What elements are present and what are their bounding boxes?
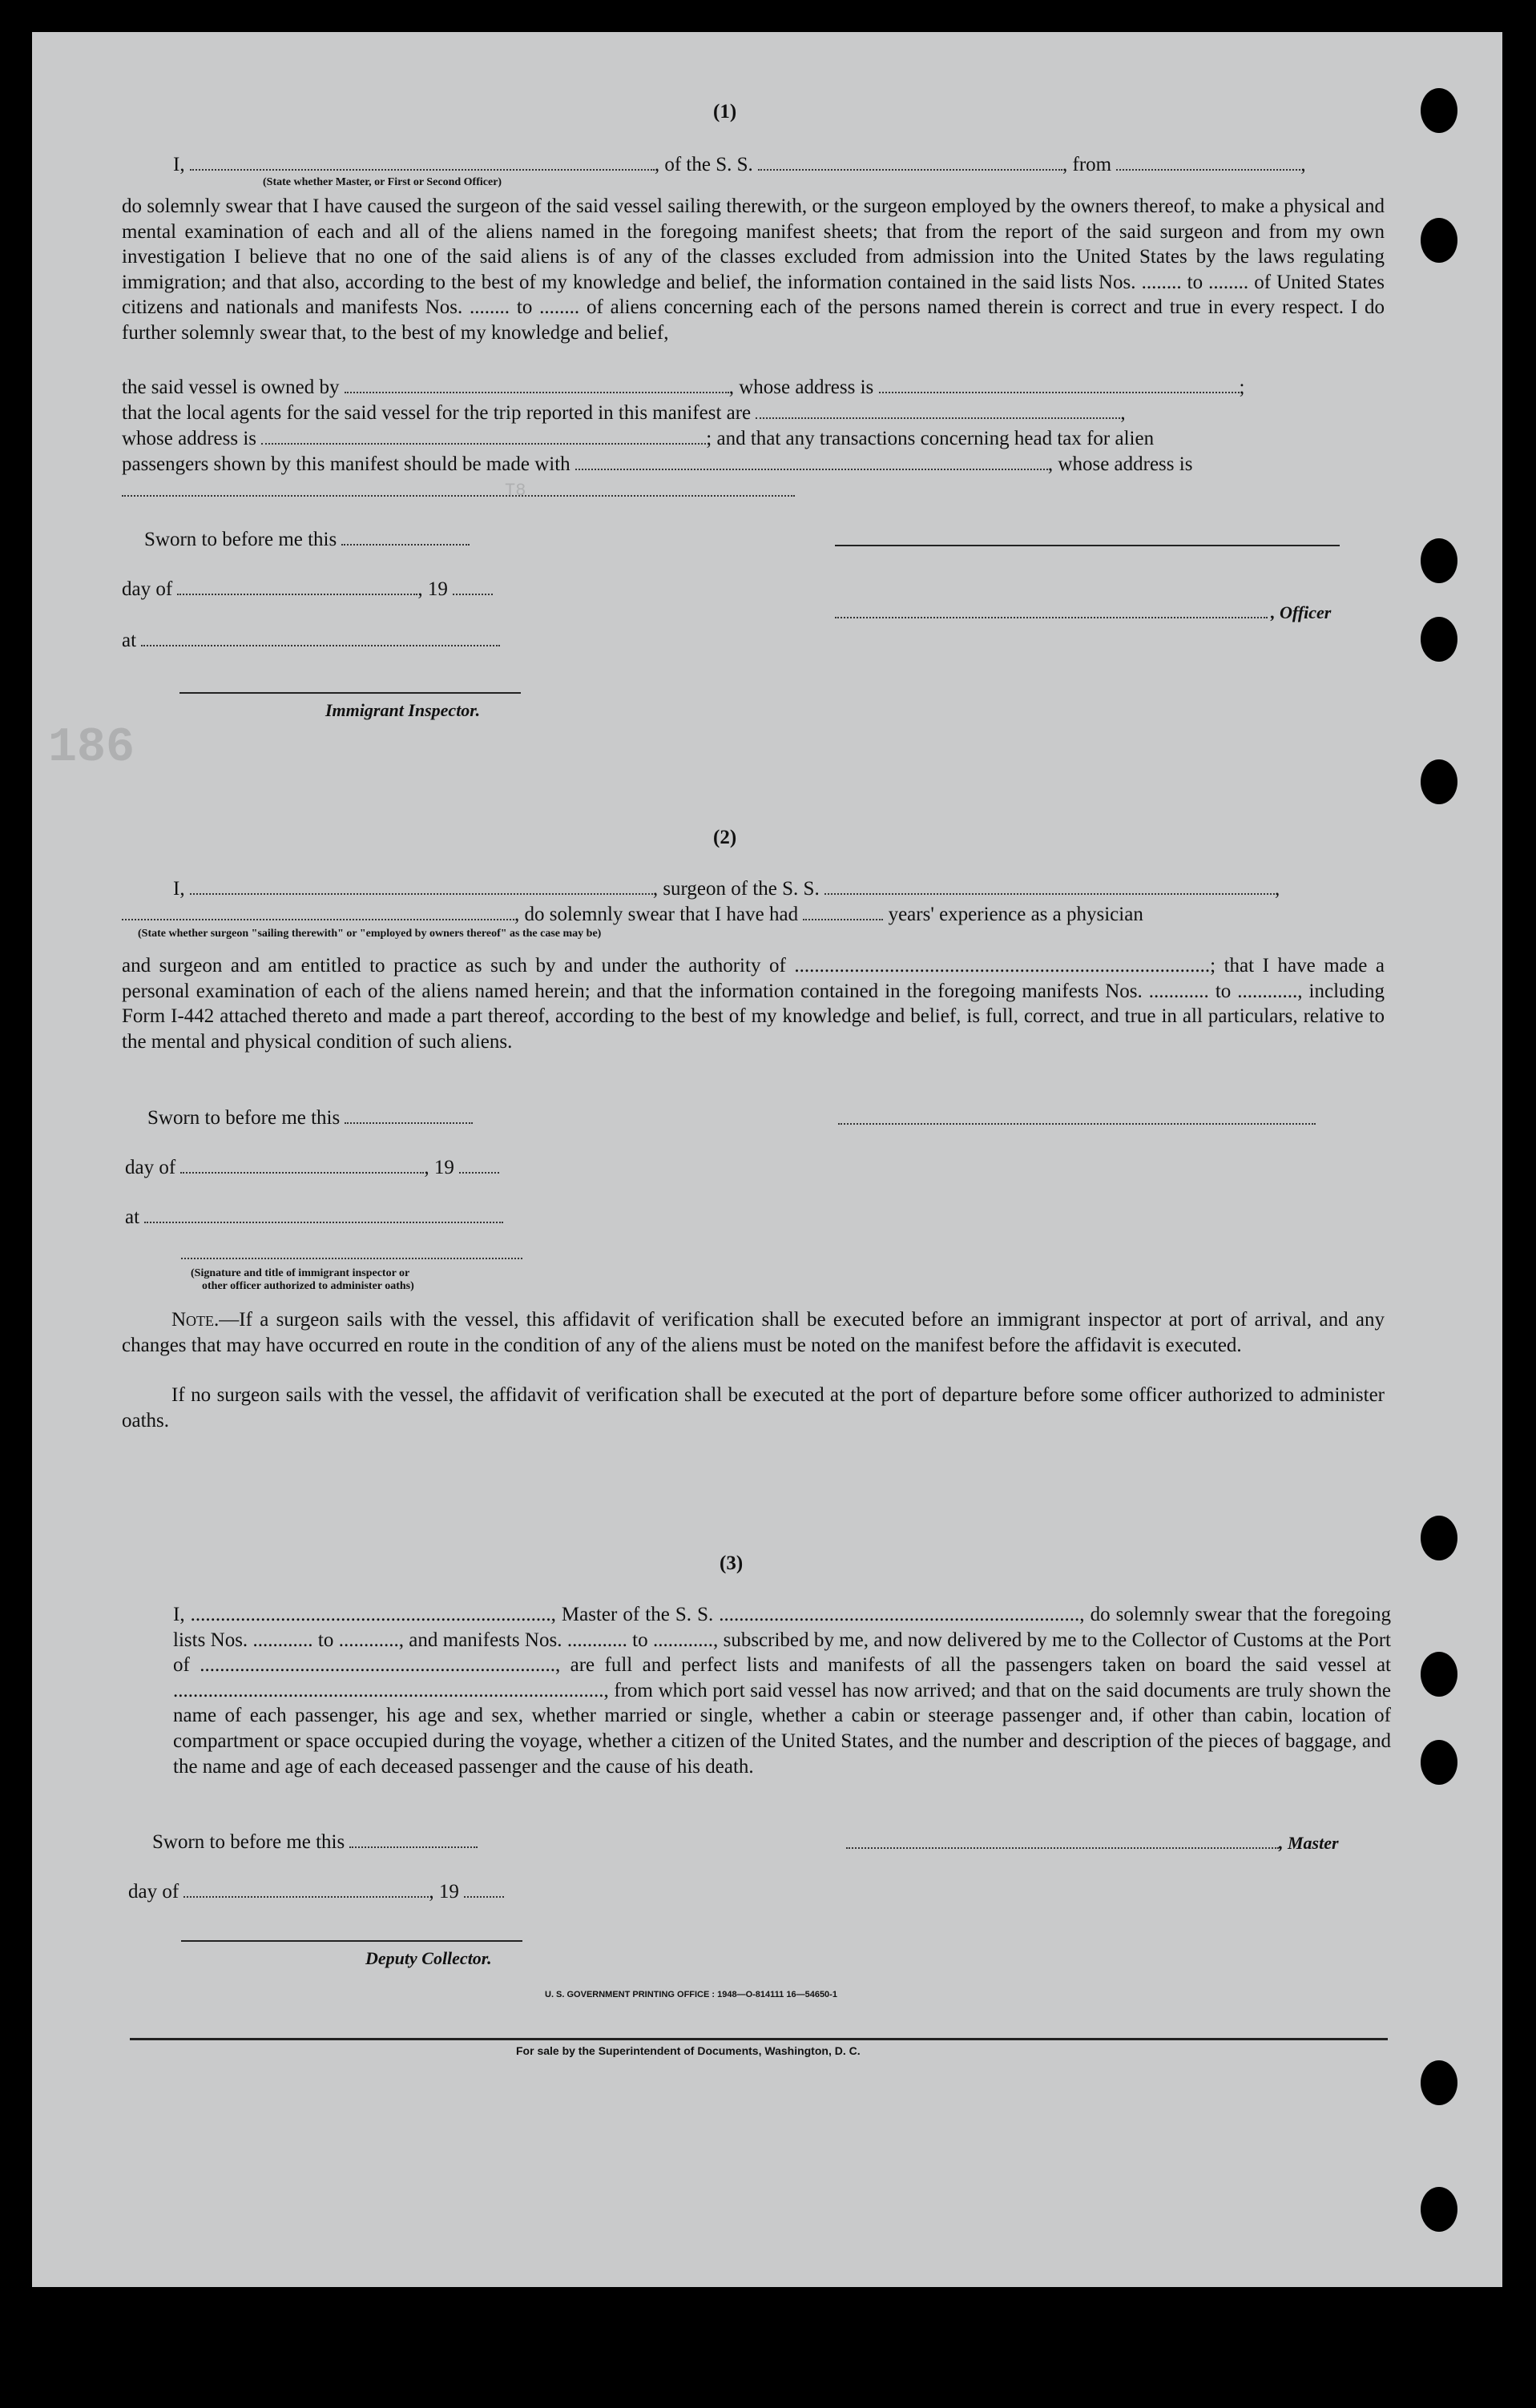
sale-notice: For sale by the Superintendent of Documents, Washington, D. C. <box>516 2044 861 2057</box>
section-2-day-line: day of , 19 <box>125 1157 499 1179</box>
surgeon-signature-rule <box>838 1123 1316 1125</box>
section-1-number: (1) <box>713 101 737 123</box>
section-2-sworn-line: Sworn to before me this <box>147 1107 473 1130</box>
punch-hole <box>1421 1740 1457 1785</box>
punch-hole <box>1421 538 1457 583</box>
officer-signature-line <box>835 545 1340 546</box>
section-2-at-line: at <box>125 1206 503 1229</box>
punch-hole <box>1421 759 1457 804</box>
collector-signature-line <box>181 1940 522 1942</box>
section-1-sworn-line: Sworn to before me this <box>144 529 470 551</box>
section-1-address-rule <box>122 495 795 497</box>
section-3-day-line: day of , 19 <box>128 1881 504 1903</box>
section-2-body: and surgeon and am entitled to practice as such by and under the authority of ...................................................................................; that I have made a personal examination of each of the aliens named herein; and that the information contained in the foregoing manifests Nos. ............ to ............, including Form I-442 attached thereto and made a part thereof, according to the best of my knowledge and belief, is full, correct, and true in all particulars, relative to the mental and physical condition of such aliens. <box>122 955 1385 1053</box>
punch-hole <box>1421 2060 1457 2105</box>
punch-hole <box>1421 617 1457 662</box>
section-2-sig-note-1: (Signature and title of immigrant inspector or <box>191 1267 410 1279</box>
section-1-passengers-line: passengers shown by this manifest should be made with , whose address is <box>122 453 1193 475</box>
section-1-line-1: I, , of the S. S. , from , <box>173 154 1306 175</box>
manifest-page <box>32 32 1502 2287</box>
punch-hole <box>1421 1516 1457 1560</box>
section-1-at-line: at <box>122 630 500 652</box>
officer-title-rule <box>835 617 1268 618</box>
punch-hole <box>1421 1652 1457 1697</box>
section-1-address-line: whose address is ; and that any transactions concerning head tax for alien <box>122 428 1155 449</box>
bleed-through-text: 186 <box>48 721 135 775</box>
section-2-surgeon-note: (State whether surgeon "sailing therewith" or "employed by owners thereof" as the case may be) <box>138 928 602 940</box>
punch-hole <box>1421 218 1457 263</box>
collector-label: Deputy Collector. <box>365 1948 492 1968</box>
section-3-number: (3) <box>720 1552 744 1574</box>
section-1-agents-line: that the local agents for the said vessel for the trip reported in this manifest are , <box>122 402 1126 424</box>
section-1-day-line: day of , 19 <box>122 578 493 601</box>
section-1-owned-by-line: the said vessel is owned by , whose address is ; <box>122 377 1245 398</box>
inspector-signature-line <box>179 692 521 694</box>
section-2-note-2: If no surgeon sails with the vessel, the affidavit of verification shall be executed at the port of departure before some officer authorized to administer oaths. <box>122 1384 1385 1432</box>
section-3-sworn-line: Sworn to before me this <box>152 1831 478 1854</box>
footer-rule <box>130 2038 1388 2040</box>
section-2-sig-note-2: other officer authorized to administer oaths) <box>202 1280 414 1292</box>
note-label: Note. <box>171 1309 220 1331</box>
section-3-body: I, ........................................................................, Master of the S. S. ........................................................................, do solemnly swear that the foregoing lists Nos. ............ to ............, and manifests Nos. ............ to ............, subscribed by me, and now delivered by me to the Collector of Customs at the Port of ......................................................................., are full and perfect lists and manifests of all the passengers taken on board the said vessel at ......................................................................................, from which port said vessel has now arrived; and that on the said documents are truly shown the name of each passenger, his age and sex, whether married or single, whether a cabin or steerage passenger and, if other than cabin, location of compartment or space occupied during the voyage, whether a citizen of the United States, and the number and description of the pieces of baggage, and the name and age of each deceased passenger and the cause of his death. <box>173 1604 1391 1778</box>
section-1-rank-note: (State whether Master, or First or Second Officer) <box>263 176 502 188</box>
inspector-label: Immigrant Inspector. <box>325 700 481 720</box>
punch-hole <box>1421 2187 1457 2232</box>
section-1-body: do solemnly swear that I have caused the surgeon of the said vessel sailing therewith, or the surgeon employed by the owners thereof, to make a physical and mental examination of each and all of the aliens named in the foregoing manifest sheets; that from the report of the said surgeon and from my own investigation I believe that no one of the said aliens is of any of the classes excluded from admission into the United States by the laws regulating immigration; and that also, according to the best of my knowledge and belief, the information contained in the said lists Nos. ........ to ........ of United States citizens and nationals and manifests Nos. ........ to ........ of aliens concerning each of the persons named therein is correct and true in every respect. I do further solemnly swear that, to the best of my knowledge and belief, <box>122 195 1385 344</box>
punch-hole <box>1421 88 1457 133</box>
section-2-line-2: , do solemnly swear that I have had years' experience as a physician <box>122 904 1143 926</box>
master-signature-rule <box>846 1847 1279 1849</box>
bleed-through-text: T8 <box>505 481 526 501</box>
section-2-number: (2) <box>713 827 737 848</box>
master-label: , Master <box>1279 1833 1339 1853</box>
section-2-note: Note.—If a surgeon sails with the vessel, this affidavit of verification shall be executed before an immigrant inspector at port of arrival, and any changes that may have occurred en route in the condition of any of the aliens must be noted on the manifest before the affidavit is executed. <box>122 1309 1385 1356</box>
officer-label: , Officer <box>1271 602 1332 622</box>
section-2-inspector-rule <box>181 1258 522 1259</box>
printing-office-line: U. S. GOVERNMENT PRINTING OFFICE : 1948—O-814111 16—54650-1 <box>545 1990 837 1999</box>
section-2-line-1: I, , surgeon of the S. S. , <box>173 878 1280 900</box>
